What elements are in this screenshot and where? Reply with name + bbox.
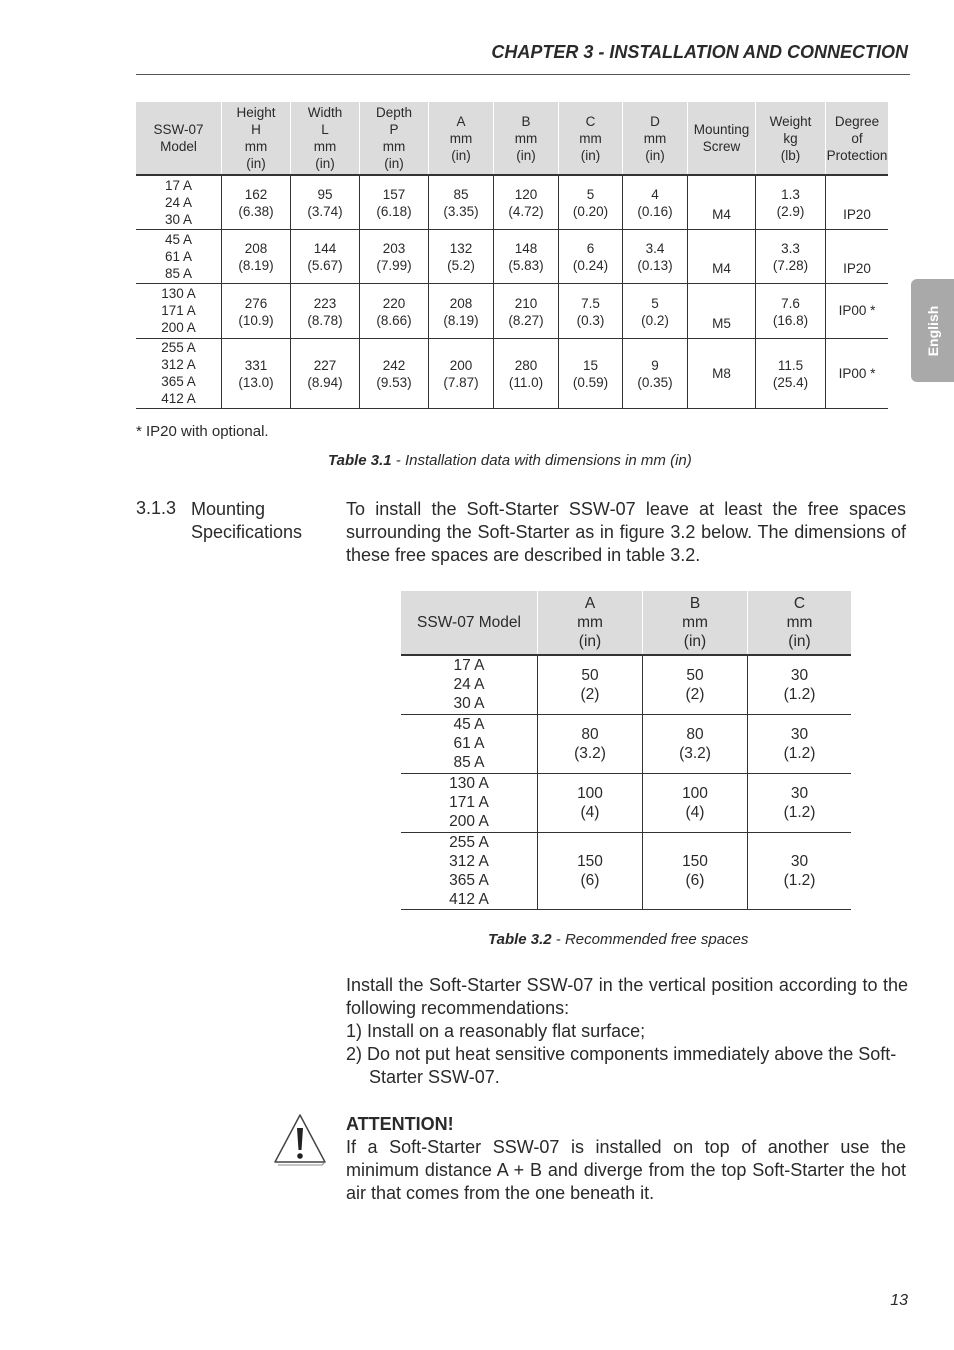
model-cell: 130 A 171 A 200 A (449, 775, 489, 830)
table-row (401, 773, 851, 832)
table-cell: IP00 * (826, 338, 889, 408)
table-cell: 80 (3.2) (538, 714, 643, 773)
table-cell: 50 (2) (538, 655, 643, 714)
list-item: 2) Do not put heat sensitive components immediately above the Soft-Starter SSW-07. (346, 1044, 897, 1087)
table-row (136, 229, 888, 283)
table-cell: IP20 (826, 175, 889, 229)
installation-data-table (136, 102, 888, 409)
model-cell: 45 A 61 A 85 A (164, 231, 193, 281)
model-cell: 255 A 312 A 365 A 412 A (161, 340, 196, 406)
caption-text: - Recommended free spaces (551, 931, 749, 948)
model-cell: 130 A 171 A 200 A (161, 286, 196, 335)
table-cell: 30 (1.2) (748, 714, 852, 773)
table-cell: 331 (13.0) (222, 338, 291, 408)
column-header: B mm (in) (494, 102, 559, 175)
chapter-header: CHAPTER 3 - INSTALLATION AND CONNECTION (491, 42, 908, 62)
table-cell: 200 (7.87) (429, 338, 494, 408)
table-cell: M8 (688, 338, 756, 408)
column-header: D mm (in) (623, 102, 688, 175)
table-cell: 150 (6) (538, 832, 643, 909)
table-cell: 9 (0.35) (623, 338, 688, 408)
table-footnote: * IP20 with optional. (136, 423, 269, 440)
table-cell: IP00 * (826, 283, 889, 338)
table-cell: 85 (3.35) (429, 175, 494, 229)
column-header: Height H mm (in) (222, 102, 291, 175)
column-header: SSW-07 Model (401, 591, 538, 655)
attention-title: ATTENTION! (346, 1114, 454, 1134)
table-cell: 7.6 (16.8) (756, 283, 826, 338)
table-row (136, 175, 888, 229)
attention-body: If a Soft-Starter SSW-07 is installed on top of another use the minimum distance A + B and diverge from the top Soft-Starter the hot air that comes from the one beneath it. (346, 1137, 906, 1203)
table-cell: IP20 (826, 229, 889, 283)
table-row (401, 655, 851, 714)
model-cell: 45 A 61 A 85 A (453, 716, 485, 771)
column-header: C mm (in) (559, 102, 623, 175)
table-cell: 4 (0.16) (623, 175, 688, 229)
caption-label: Table 3.2 (488, 931, 552, 948)
table-cell: 157 (6.18) (360, 175, 429, 229)
table-cell: 3.4 (0.13) (623, 229, 688, 283)
section-title: Mounting Specifications (191, 499, 303, 542)
table-cell: 276 (10.9) (222, 283, 291, 338)
column-header: Degree of Protection (826, 102, 889, 175)
table-cell: M4 (688, 175, 756, 229)
section-number: 3.1.3 (136, 498, 177, 518)
install-recommendations (346, 974, 908, 1089)
table-cell: 223 (8.78) (291, 283, 360, 338)
install-intro: Install the Soft-Starter SSW-07 in the vertical position according to the following recommendations: (346, 975, 908, 1018)
column-header: Depth P mm (in) (360, 102, 429, 175)
column-header: B mm (in) (643, 591, 748, 655)
table-cell: 242 (9.53) (360, 338, 429, 408)
language-tab-label: English (924, 305, 941, 356)
table-cell: 50 (2) (643, 655, 748, 714)
caption-text: - Installation data with dimensions in mm (in) (391, 452, 692, 469)
table-cell: 208 (8.19) (222, 229, 291, 283)
table-cell: 5 (0.2) (623, 283, 688, 338)
table-cell: 3.3 (7.28) (756, 229, 826, 283)
table-cell: M4 (688, 229, 756, 283)
table-cell: 100 (4) (538, 773, 643, 832)
list-item: 1) Install on a reasonably flat surface; (346, 1021, 646, 1041)
table-cell: 30 (1.2) (748, 655, 852, 714)
section-intro: To install the Soft-Starter SSW-07 leave at least the free spaces surrounding the Soft-Starter as in figure 3.2 below. The dimensions of these free spaces are described in table 3.2. (346, 499, 906, 565)
table-cell: 203 (7.99) (360, 229, 429, 283)
table-cell: 7.5 (0.3) (559, 283, 623, 338)
table-caption (488, 931, 748, 948)
table-cell: 120 (4.72) (494, 175, 559, 229)
language-tab[interactable] (911, 279, 954, 382)
table-caption (328, 452, 692, 469)
column-header: SSW-07 Model (136, 102, 222, 175)
table-cell: 100 (4) (643, 773, 748, 832)
table-cell: 144 (5.67) (291, 229, 360, 283)
model-cell: 255 A 312 A 365 A 412 A (449, 833, 489, 908)
caption-label: Table 3.1 (328, 452, 392, 469)
table-header-row (401, 591, 851, 655)
column-header: Weight kg (lb) (756, 102, 826, 175)
table-cell: 227 (8.94) (291, 338, 360, 408)
table-row (401, 714, 851, 773)
table-cell: 150 (6) (643, 832, 748, 909)
table-row (136, 283, 888, 338)
column-header: Width L mm (in) (291, 102, 360, 175)
model-cell: 17 A 24 A 30 A (453, 657, 485, 713)
table-cell: 210 (8.27) (494, 283, 559, 338)
table-cell: 80 (3.2) (643, 714, 748, 773)
table-cell: M5 (688, 283, 756, 338)
table-cell: 220 (8.66) (360, 283, 429, 338)
table-cell: 11.5 (25.4) (756, 338, 826, 408)
column-header: A mm (in) (538, 591, 643, 655)
header-rule (136, 74, 910, 75)
column-header: C mm (in) (748, 591, 852, 655)
warning-triangle-icon (272, 1112, 328, 1168)
table-cell: 280 (11.0) (494, 338, 559, 408)
table-cell: 30 (1.2) (748, 832, 852, 909)
table-cell: 95 (3.74) (291, 175, 360, 229)
table-cell: 132 (5.2) (429, 229, 494, 283)
attention-block (346, 1113, 906, 1205)
table-cell: 208 (8.19) (429, 283, 494, 338)
model-cell: 17 A 24 A 30 A (164, 177, 193, 227)
table-cell: 148 (5.83) (494, 229, 559, 283)
table-cell: 15 (0.59) (559, 338, 623, 408)
table-row (401, 832, 851, 909)
column-header: A mm (in) (429, 102, 494, 175)
table-header-row (136, 102, 888, 175)
column-header: Mounting Screw (688, 102, 756, 175)
table-cell: 5 (0.20) (559, 175, 623, 229)
free-spaces-table (401, 591, 851, 910)
page-number: 13 (890, 1292, 908, 1309)
table-row (136, 338, 888, 408)
table-cell: 162 (6.38) (222, 175, 291, 229)
table-cell: 1.3 (2.9) (756, 175, 826, 229)
table-cell: 6 (0.24) (559, 229, 623, 283)
table-cell: 30 (1.2) (748, 773, 852, 832)
